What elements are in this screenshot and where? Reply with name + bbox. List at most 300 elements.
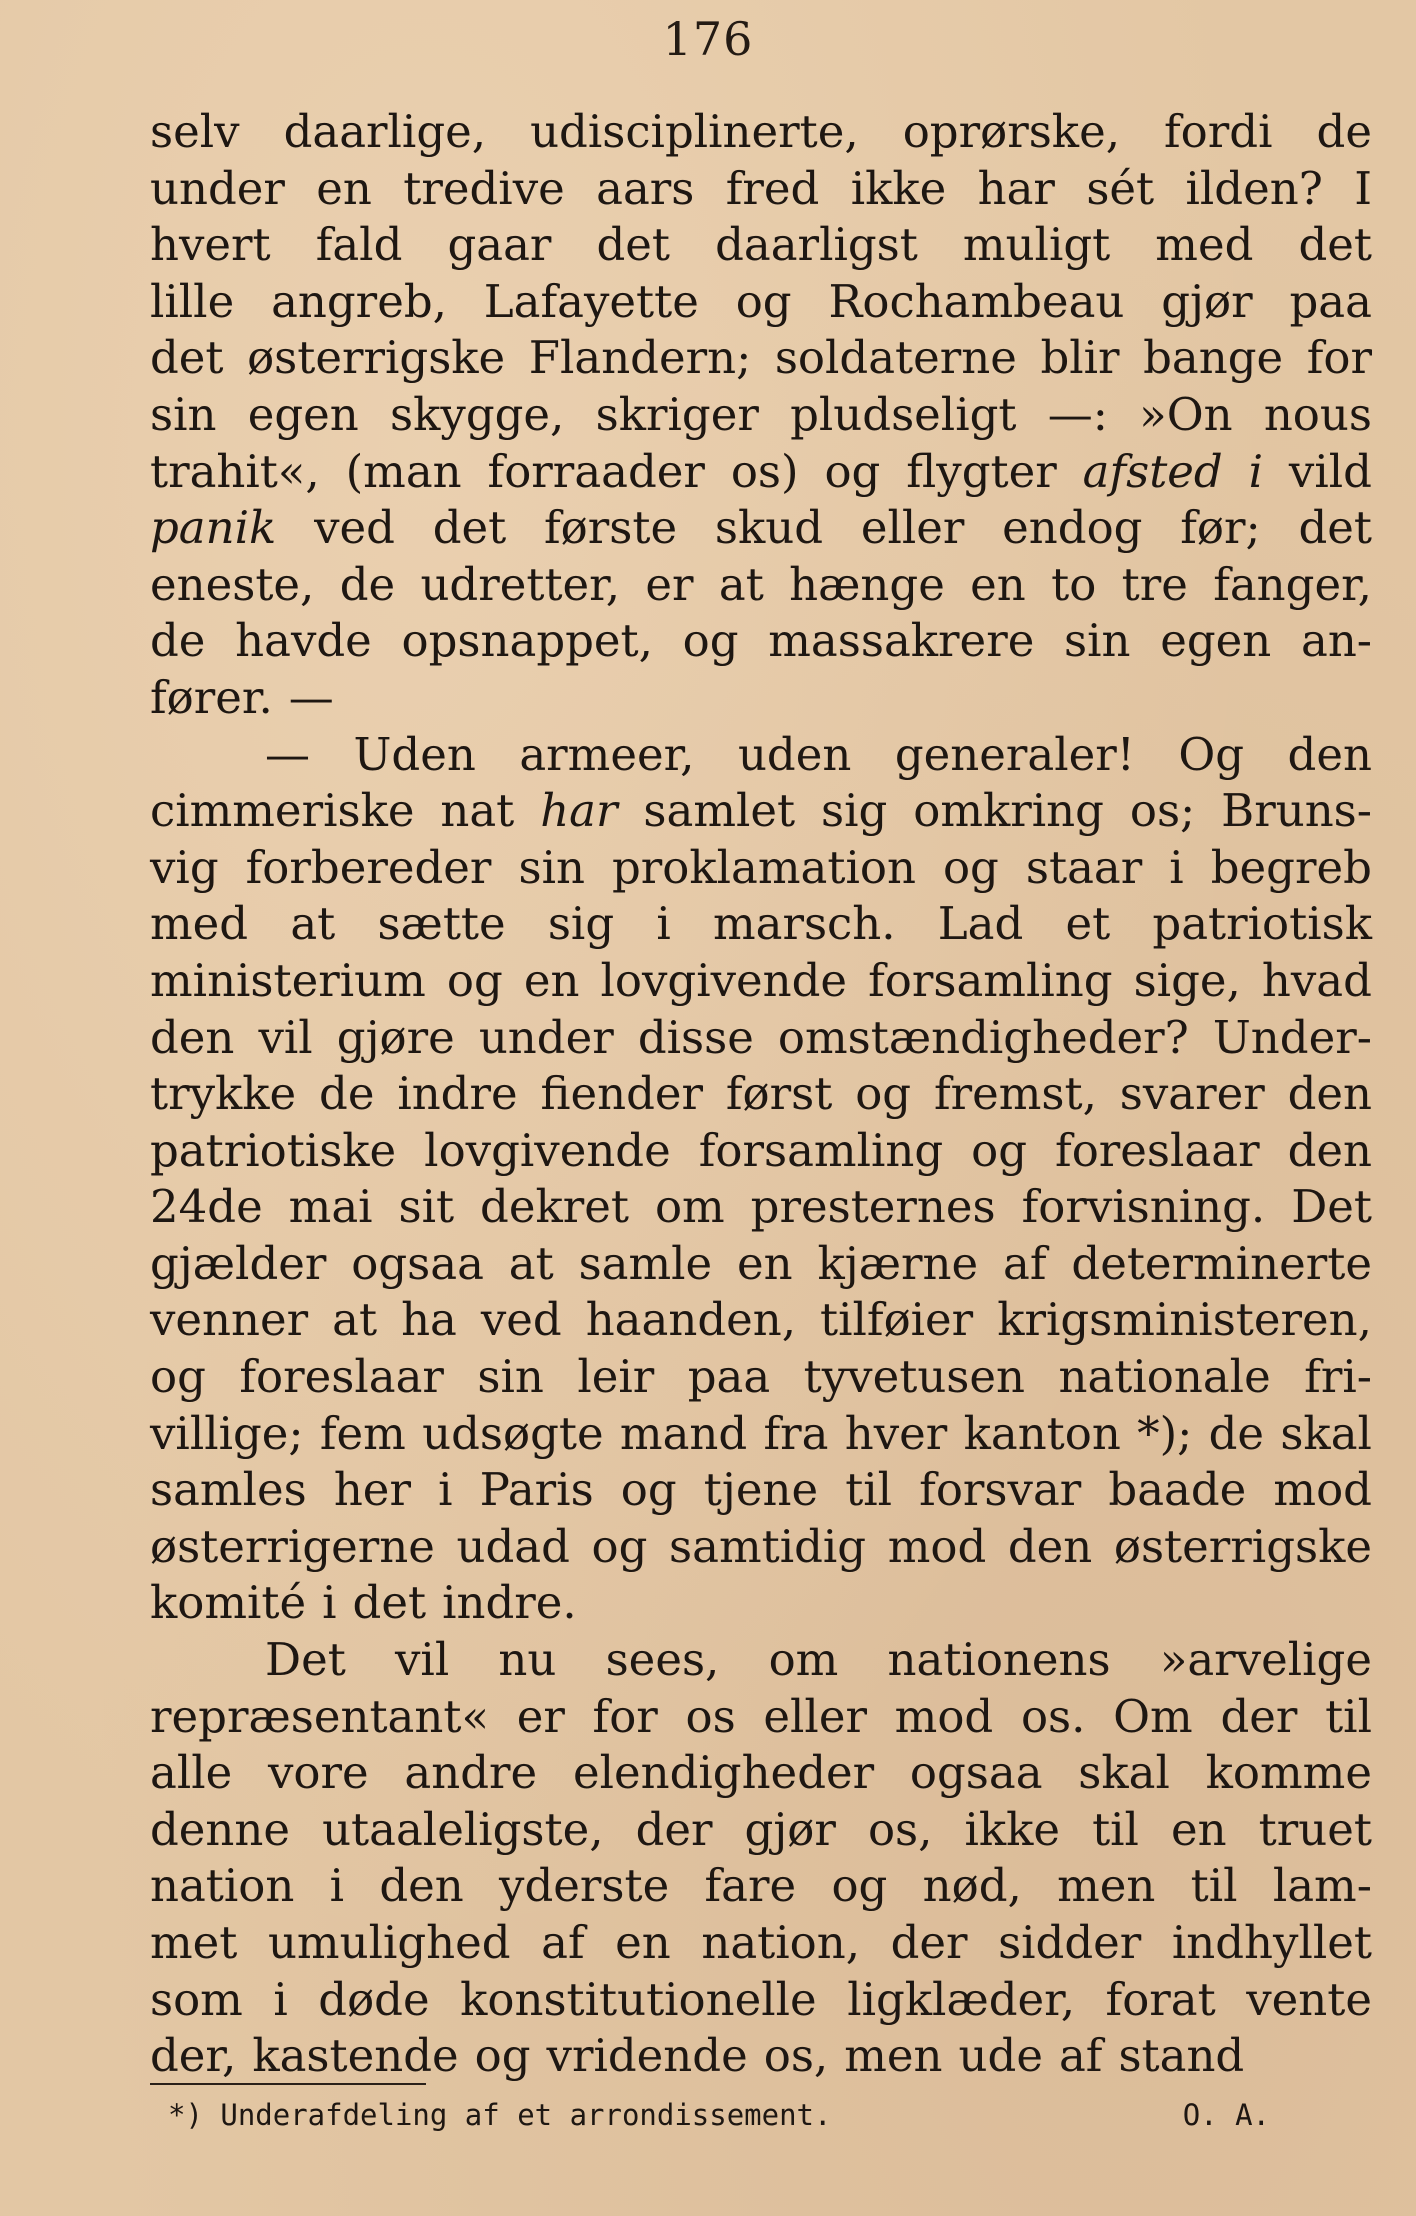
word: der <box>890 1916 968 1969</box>
word: ministerium <box>150 953 426 1007</box>
word: fare <box>704 1859 797 1913</box>
word: udsøgte <box>422 1406 604 1460</box>
word: ha <box>401 1293 457 1347</box>
word: indre. <box>442 1576 577 1630</box>
word: Bruns- <box>1221 784 1372 838</box>
word: og <box>474 2029 531 2083</box>
text-line <box>150 1575 1372 1632</box>
word: udad <box>456 1519 570 1573</box>
word: tilføier <box>820 1293 974 1347</box>
word: skud <box>714 501 824 555</box>
word: til <box>1092 1802 1139 1856</box>
word: den <box>1007 1519 1093 1573</box>
word: lam- <box>1272 1859 1372 1913</box>
footnote <box>150 2098 1270 2132</box>
word: marsch. <box>712 897 896 951</box>
word: panik <box>150 501 277 555</box>
word: lille <box>150 274 235 328</box>
page-number: 176 <box>662 12 754 66</box>
word: os <box>685 1689 736 1743</box>
word: tre <box>1121 557 1188 611</box>
word: konstitutionelle <box>460 1972 817 2026</box>
footnote-signature: O. A. <box>1182 2098 1270 2132</box>
word: ikke <box>850 161 947 215</box>
text-line <box>150 1010 1372 1067</box>
word: en <box>615 1916 671 1969</box>
word: nat <box>440 784 515 838</box>
word: den <box>1287 727 1372 781</box>
word: ude <box>958 2029 1043 2083</box>
word: kanton <box>963 1406 1121 1460</box>
word: for <box>592 1689 658 1743</box>
word: det <box>432 501 507 555</box>
word: samlet <box>643 784 796 838</box>
word: massakrere <box>768 614 1035 668</box>
text-line <box>150 1179 1372 1236</box>
text-line <box>150 1858 1372 1915</box>
word: eller <box>763 1689 867 1743</box>
word: samle <box>578 1236 713 1290</box>
word: (man <box>345 444 462 498</box>
word: Og <box>1178 727 1245 781</box>
word: sin <box>1064 614 1131 668</box>
word: krigsministeren, <box>997 1293 1372 1347</box>
word: an- <box>1300 614 1372 668</box>
word: udisciplinerte, <box>530 105 859 158</box>
word: der <box>635 1802 713 1856</box>
word: nous <box>1263 387 1372 441</box>
word: afsted <box>1082 444 1223 498</box>
word: Det <box>265 1633 346 1687</box>
word: som <box>150 1972 243 2026</box>
word: under <box>478 1010 614 1064</box>
text-line <box>150 1915 1372 1972</box>
word: eneste, <box>150 557 315 611</box>
word: med <box>1155 218 1254 272</box>
word: sig <box>821 784 888 838</box>
word: først <box>725 1067 833 1121</box>
text-line <box>150 1292 1372 1349</box>
word: der <box>1220 1689 1298 1743</box>
word: ved <box>480 1293 562 1347</box>
word: hvad <box>1261 953 1372 1007</box>
word: hvert <box>150 218 271 272</box>
word: sees, <box>605 1633 720 1687</box>
word: fred <box>725 161 820 215</box>
word: lovgivende <box>424 1123 671 1177</box>
word: Flandern; <box>528 331 752 385</box>
word: en <box>316 161 372 215</box>
word: fiender <box>540 1067 704 1121</box>
word: presternes <box>750 1180 996 1234</box>
word: os) <box>730 444 799 498</box>
word: I <box>1354 161 1372 215</box>
word: her <box>333 1463 411 1517</box>
word: den <box>1287 1067 1372 1121</box>
word: generaler! <box>894 727 1135 781</box>
word: ogsaa <box>351 1236 484 1290</box>
word: Uden <box>353 727 476 781</box>
word: ligklæder, <box>847 1972 1076 2026</box>
word: de <box>150 614 206 668</box>
word: med <box>150 897 249 951</box>
word: vore <box>268 1746 369 1800</box>
word: skal <box>1078 1746 1170 1800</box>
word: leir <box>577 1350 655 1404</box>
word: staar <box>1025 840 1143 894</box>
word: af <box>1003 1236 1047 1290</box>
word: forvisning. <box>1021 1180 1266 1234</box>
word: omkring <box>913 784 1104 838</box>
word: »On <box>1139 387 1233 441</box>
word: —: <box>1047 387 1108 441</box>
word: og <box>824 444 881 498</box>
word: Lafayette <box>483 274 699 328</box>
word: soldaterne <box>774 331 1017 385</box>
word: gjøre <box>336 1010 455 1064</box>
word: ved <box>314 501 395 555</box>
word: forsvar <box>919 1463 1082 1517</box>
text-line <box>150 1236 1372 1293</box>
word: af <box>541 1916 585 1969</box>
word: og <box>942 840 999 894</box>
word: en <box>1170 1802 1227 1856</box>
word: for <box>1306 331 1372 385</box>
word: sin <box>518 840 585 894</box>
word: to <box>1051 557 1097 611</box>
word: en <box>737 1236 793 1290</box>
word: 24de <box>150 1180 263 1234</box>
word: Det <box>1291 1180 1372 1234</box>
word: sit <box>398 1180 455 1234</box>
word: om <box>654 1180 725 1234</box>
word: vil <box>395 1633 450 1687</box>
word: sin <box>150 387 217 441</box>
word: muligt <box>962 218 1111 272</box>
word: der, <box>150 2029 237 2083</box>
text-line <box>150 557 1372 614</box>
word: daarlige, <box>283 105 487 158</box>
word: ogsaa <box>909 1746 1043 1800</box>
word: sét <box>1086 161 1155 215</box>
word: trahit«, <box>150 444 320 498</box>
word: endog <box>1002 501 1143 555</box>
word: i <box>1169 840 1184 894</box>
word: pludseligt <box>790 387 1017 441</box>
word: sige, <box>1133 953 1241 1007</box>
word: at <box>290 897 336 951</box>
word: *); <box>1137 1406 1193 1460</box>
word: — <box>265 727 310 781</box>
word: mod <box>887 1519 987 1573</box>
word: omstændigheder? <box>777 1010 1189 1064</box>
word: det <box>596 218 671 272</box>
word: selv <box>150 105 240 158</box>
word: elendigheder <box>572 1746 875 1800</box>
word: fald <box>315 218 403 272</box>
word: angreb, <box>271 274 447 328</box>
word: Under- <box>1212 1010 1372 1064</box>
word: før; <box>1180 501 1261 555</box>
word: villige; <box>150 1406 304 1460</box>
text-line <box>150 1519 1372 1576</box>
word: og <box>971 1123 1028 1177</box>
word: den <box>150 1010 235 1064</box>
word: et <box>1065 897 1111 951</box>
word: har <box>540 784 618 838</box>
word: os, <box>867 1802 933 1856</box>
word: men <box>1057 1859 1156 1913</box>
word: trykke <box>150 1067 297 1121</box>
word: truet <box>1258 1802 1372 1856</box>
word: vig <box>150 840 219 894</box>
word: Lad <box>937 897 1024 951</box>
word: de <box>319 1067 375 1121</box>
word: vridende <box>546 2029 748 2083</box>
word: til <box>1190 1859 1238 1913</box>
text-line <box>150 1462 1372 1519</box>
word: østerrigerne <box>150 1519 435 1573</box>
word: og <box>591 1519 648 1573</box>
word: fra <box>763 1406 829 1460</box>
word: og <box>831 1859 888 1913</box>
text-line <box>150 1349 1372 1406</box>
word: ilden? <box>1185 161 1323 215</box>
word: i <box>273 1972 288 2026</box>
word: nationale <box>1058 1350 1271 1404</box>
word: om <box>768 1633 839 1687</box>
word: at <box>718 557 764 611</box>
word: Om <box>1113 1689 1193 1743</box>
word: de <box>1208 1406 1265 1460</box>
text-line <box>150 1972 1372 2029</box>
word: har <box>977 161 1055 215</box>
word: eller <box>860 501 965 555</box>
word: forsamling <box>698 1123 944 1177</box>
word: i <box>656 897 671 951</box>
word: at <box>508 1236 554 1290</box>
text-line <box>150 1406 1372 1463</box>
word: bange <box>1143 331 1284 385</box>
word: den <box>379 1859 464 1913</box>
word: yderste <box>499 1859 670 1913</box>
text-line <box>150 1689 1372 1746</box>
text-line <box>150 727 1372 784</box>
word: i <box>329 1859 345 1913</box>
word: af <box>1058 2029 1103 2083</box>
word: fem <box>319 1406 406 1460</box>
word: det <box>352 1576 427 1630</box>
word: egen <box>1160 614 1272 668</box>
word: nu <box>498 1633 557 1687</box>
footnote-text: *) Underafdeling af et arrondissement. <box>168 2098 832 2132</box>
word: skygge, <box>390 387 565 441</box>
word: til <box>1325 1689 1372 1743</box>
word: ikke <box>964 1802 1061 1856</box>
word: havde <box>235 614 372 668</box>
word: men <box>844 2029 943 2083</box>
word: blir <box>1040 331 1120 385</box>
word: nød, <box>922 1859 1022 1913</box>
word: mod <box>1273 1463 1372 1517</box>
word: mod <box>894 1689 994 1743</box>
word: gjør <box>1161 274 1253 328</box>
word: det <box>1298 501 1372 555</box>
word: komme <box>1205 1746 1372 1800</box>
word: flygter <box>906 444 1057 498</box>
word: tredive <box>403 161 565 215</box>
word: denne <box>150 1802 291 1856</box>
word: nation <box>150 1859 295 1913</box>
word: de <box>339 557 396 611</box>
word: met <box>150 1916 238 1969</box>
word: komité <box>150 1576 307 1630</box>
word: foreslaar <box>239 1350 444 1404</box>
word: patriotiske <box>150 1123 397 1177</box>
footnote-rule <box>150 2083 426 2085</box>
word: andre <box>404 1746 538 1800</box>
word: foreslaar <box>1055 1123 1260 1177</box>
word: vente <box>1246 1972 1372 2026</box>
word: fører. <box>150 670 273 724</box>
word: Rochambeau <box>828 274 1125 328</box>
word: forsamling <box>868 953 1113 1007</box>
word: under <box>150 161 285 215</box>
word: skriger <box>595 387 759 441</box>
word: og <box>855 1067 912 1121</box>
text-line <box>150 953 1372 1010</box>
text-line <box>150 670 1372 727</box>
word: lovgivende <box>600 953 848 1007</box>
word: hænge <box>789 557 945 611</box>
text-line <box>150 274 1372 331</box>
word: og <box>150 1350 206 1404</box>
text-line <box>150 1745 1372 1802</box>
word: haanden, <box>585 1293 797 1347</box>
text-line <box>150 1632 1372 1689</box>
text-line <box>150 1066 1372 1123</box>
text-line <box>150 161 1372 218</box>
word: armeer, <box>519 727 695 781</box>
word: patriotisk <box>1152 897 1372 951</box>
word: østerrigske <box>1113 1519 1372 1573</box>
word: fremst, <box>933 1067 1097 1121</box>
word: disse <box>637 1010 754 1064</box>
word: østerrigske <box>247 331 506 385</box>
word: de <box>1316 105 1372 158</box>
text-line <box>150 1123 1372 1180</box>
word: determinerte <box>1071 1236 1372 1290</box>
word: »arvelige <box>1159 1633 1372 1687</box>
word: fordi <box>1164 105 1273 158</box>
word: daarligst <box>715 218 918 272</box>
word: kastende <box>252 2029 459 2083</box>
word: nationens <box>887 1633 1111 1687</box>
word: gaar <box>447 218 552 272</box>
word: begreb <box>1210 840 1372 894</box>
word: og <box>735 274 792 328</box>
word: repræsentant« <box>150 1689 489 1743</box>
word: aars <box>596 161 695 215</box>
text-line <box>150 217 1372 274</box>
text-line <box>150 613 1372 670</box>
word: indhyllet <box>1171 1916 1372 1969</box>
word: opsnappet, <box>401 614 653 668</box>
word: os, <box>763 2029 829 2083</box>
text-line <box>150 444 1372 501</box>
word: mand <box>619 1406 748 1460</box>
text-line <box>150 1802 1372 1859</box>
word: indre <box>397 1067 518 1121</box>
text-line <box>150 330 1372 387</box>
word: stand <box>1118 2029 1245 2083</box>
text-line <box>150 387 1372 444</box>
word: mai <box>288 1180 373 1234</box>
word: baade <box>1108 1463 1247 1517</box>
word: sin <box>477 1350 544 1404</box>
word: oprørske, <box>902 105 1121 158</box>
body-text <box>150 104 1372 2085</box>
word: os; <box>1129 784 1196 838</box>
word: udretter, <box>420 557 621 611</box>
word: os. <box>1020 1689 1086 1743</box>
text-line <box>150 500 1372 557</box>
word: tjene <box>703 1463 819 1517</box>
word: døde <box>318 1972 430 2026</box>
word: vild <box>1288 444 1372 498</box>
word: er <box>645 557 694 611</box>
text-line <box>150 783 1372 840</box>
word: samtidig <box>669 1519 867 1573</box>
word: sætte <box>377 897 506 951</box>
word: i <box>438 1463 453 1517</box>
word: sig <box>547 897 615 951</box>
word: kjærne <box>817 1236 979 1290</box>
word: forraader <box>487 444 705 498</box>
word: skal <box>1280 1406 1372 1460</box>
text-line <box>150 840 1372 897</box>
word: paa <box>687 1350 771 1404</box>
word: en <box>970 557 1026 611</box>
word: en <box>523 953 580 1007</box>
word: og <box>446 953 503 1007</box>
word: hver <box>844 1406 948 1460</box>
word: venner <box>150 1293 309 1347</box>
word: — <box>288 670 334 724</box>
word: nation, <box>701 1916 861 1969</box>
word: paa <box>1289 274 1372 328</box>
word: uden <box>737 727 852 781</box>
word: i <box>322 1576 337 1630</box>
word: det <box>150 331 224 385</box>
word: den <box>1287 1123 1372 1177</box>
word: at <box>332 1293 378 1347</box>
word: sidder <box>998 1916 1142 1969</box>
word: forat <box>1105 1972 1216 2026</box>
word: i <box>1248 444 1264 498</box>
word: og <box>682 614 739 668</box>
word: umulighed <box>267 1916 511 1969</box>
word: dekret <box>480 1180 629 1234</box>
text-line <box>150 896 1372 953</box>
word: cimmeriske <box>150 784 415 838</box>
word: det <box>1298 218 1372 272</box>
word: gjør <box>744 1802 836 1856</box>
word: til <box>845 1463 893 1517</box>
word: alle <box>150 1746 233 1800</box>
word: egen <box>247 387 359 441</box>
word: utaaleligste, <box>322 1802 604 1856</box>
